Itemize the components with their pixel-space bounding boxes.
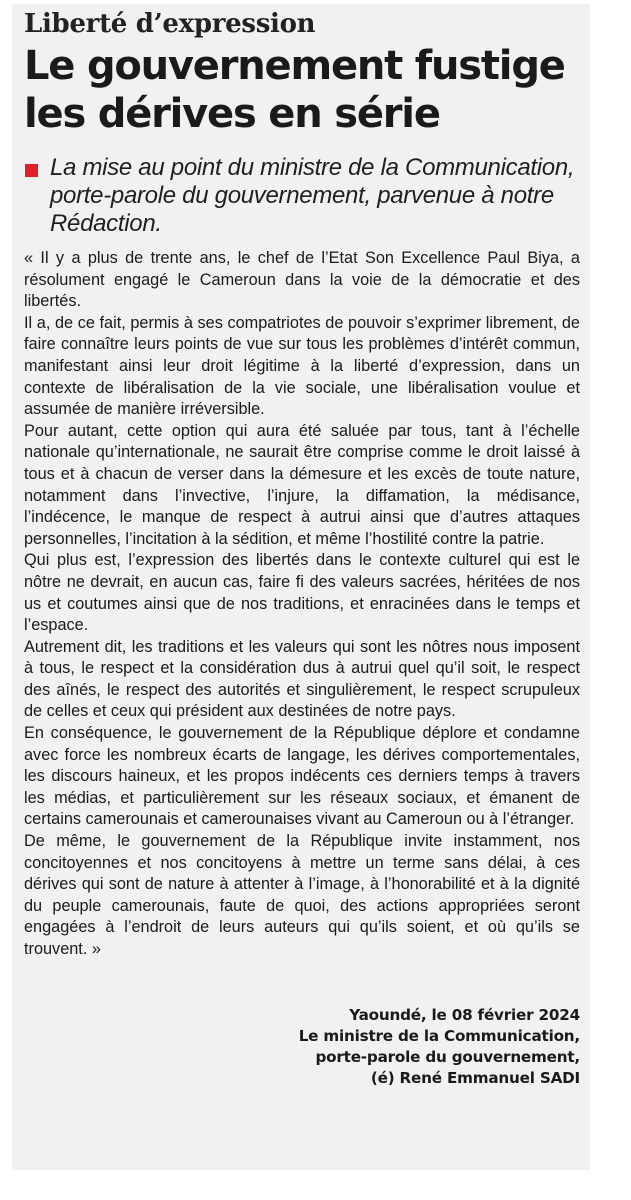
paragraph-6: En conséquence, le gouvernement de la République déplore et condamne avec force les nombreux écarts de langage, les dérives comportementales, les discours haineux, et les propos indécents ces derniers temps à travers les médias, et particulièrement sur les réseaux sociaux, et émanent de certains camerounais et camerounaises vivant au Cameroun ou à l’étranger.	[24, 724, 580, 829]
paragraph-5: Autrement dit, les traditions et les valeurs qui sont les nôtres nous imposent à tous, le respect et la considération dus à autrui quel qu’il soit, le respect des aînés, le respect des autorités et singulièrement, le respect scrupuleux de celles et ceux qui président aux destinées de notre pays.	[24, 637, 580, 721]
signature-block	[24, 1005, 580, 1089]
signature-title-line-1: Le ministre de la Communication,	[298, 1026, 580, 1045]
headline-line-1: Le gouvernement fustige	[24, 43, 565, 89]
headline	[24, 42, 580, 138]
signature-title-line-2: porte-parole du gouvernement,	[315, 1047, 580, 1066]
paragraph-2: Il a, de ce fait, permis à ses compatriotes de pouvoir s’exprimer librement, de faire connaître leurs points de vue sur tous les problèmes d’intérêt commun, manifestant ainsi leur droit légitime à la liberté d’expression, dans un contexte de libéralisation de la vie sociale, une libéralisation voulue et assumée de manière irréversible.	[24, 313, 580, 419]
signature-place-date: Yaoundé, le 08 février 2024	[349, 1005, 580, 1024]
article-body	[24, 248, 580, 961]
paragraph-4: Qui plus est, l’expression des libertés dans le contexte culturel qui est le nôtre ne devrait, en aucun cas, faire fi des valeurs sacrées, héritées de nos us et coutumes ainsi que de nos traditions, et enracinées dans le temps et l’espace.	[24, 551, 580, 635]
headline-line-2: les dérives en série	[24, 91, 440, 137]
red-square-bullet-icon	[25, 164, 38, 177]
subhead-text: La mise au point du ministre de la Communication, porte-parole du gouvernement, parvenue à notre Rédaction.	[50, 154, 575, 237]
paragraph-3: Pour autant, cette option qui aura été saluée par tous, tant à l’échelle nationale qu’internationale, ne saurait être comprise comme le droit laissé à tous et à chacun de verser dans la démesure et les excès de toute nature, notamment dans l’invective, l’injure, la diffamation, la médisance, l’indécence, le manque de respect à autrui ainsi que d’autres attaques personnelles, l’incitation à la sédition, et même l’hostilité contre la patrie.	[24, 421, 580, 548]
signature-name: (é) René Emmanuel SADI	[370, 1068, 580, 1087]
subhead	[24, 154, 580, 238]
paragraph-1: « Il y a plus de trente ans, le chef de l’Etat Son Excellence Paul Biya, a résolument engagé le Cameroun dans la voie de la démocratie et des libertés.	[24, 249, 580, 311]
paragraph-7: De même, le gouvernement de la République invite instamment, nos concitoyennes et nos concitoyens à mettre un terme sans délai, à ces dérives qui sont de nature à attenter à l’image, à l’honorabilité et à la dignité du peuple camerounais, faute de quoi, des actions appropriées seront engagées à l’endroit de leurs auteurs qui qu’ils soient, et où qu’ils se trouvent. »	[24, 832, 580, 958]
article	[12, 4, 590, 1170]
rubric: Liberté d’expression	[24, 9, 316, 39]
